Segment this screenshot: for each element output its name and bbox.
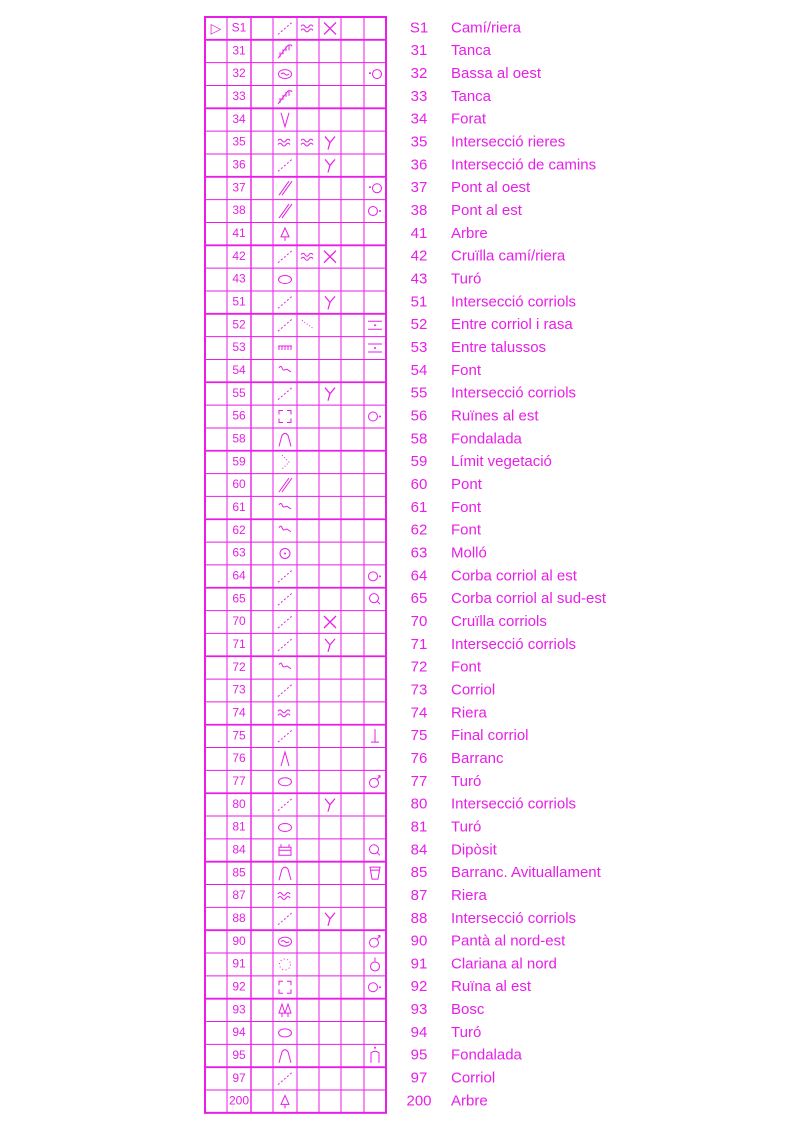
fence-icon <box>278 45 292 58</box>
list-item <box>411 1070 496 1087</box>
list-item-desc: Font <box>451 521 482 539</box>
list-item-desc: Camí/riera <box>451 19 522 37</box>
pond-water-icon <box>281 941 289 943</box>
tank-icon <box>279 844 291 855</box>
list-item-desc: Pont <box>451 475 482 493</box>
east-direction-icon <box>369 572 378 581</box>
table-row-code: 31 <box>232 43 246 58</box>
table-row-code: 64 <box>232 568 246 583</box>
direction-tick-icon <box>377 601 380 604</box>
junction-icon <box>325 639 335 652</box>
list-item-code: 90 <box>410 932 428 950</box>
list-item-code: 84 <box>410 841 428 859</box>
list-item-code: 58 <box>410 430 428 448</box>
table-row-code: 63 <box>232 545 246 560</box>
path-icon <box>278 616 292 628</box>
list-item-code: 95 <box>410 1046 428 1064</box>
list-item-code: 72 <box>410 658 428 676</box>
clearing-icon <box>280 959 291 970</box>
list-item <box>411 750 504 767</box>
knoll-icon <box>279 823 292 831</box>
table-row-code: 81 <box>232 819 246 834</box>
direction-tick-icon <box>377 936 380 940</box>
list-item-desc: Turó <box>451 772 482 790</box>
list-item-desc: Corba corriol al sud-est <box>451 590 607 608</box>
bridge-icon <box>279 181 292 195</box>
table-row-code: 38 <box>232 203 246 218</box>
list-item <box>411 179 531 196</box>
list-item-code: 60 <box>410 475 428 493</box>
list-item <box>411 134 566 151</box>
list-item <box>411 636 576 653</box>
table-row-code: 95 <box>232 1047 246 1062</box>
list-item-desc: Forat <box>451 110 487 128</box>
table-row-code: 73 <box>232 682 246 697</box>
list-item <box>411 385 576 402</box>
list-item-desc: Barranc. Avituallament <box>451 864 601 882</box>
dotted-path-icon <box>302 320 314 329</box>
path-icon <box>278 799 292 811</box>
list-item-desc: Tanca <box>451 42 492 60</box>
list-item <box>411 727 529 744</box>
direction-dot-icon <box>369 72 371 74</box>
list-item-code: 64 <box>410 567 428 585</box>
list-item-code: 36 <box>410 156 428 174</box>
list-item-desc: Entre corriol i rasa <box>451 316 573 334</box>
direction-tick-icon <box>377 852 380 855</box>
list-item-desc: Intersecció corriols <box>451 293 577 311</box>
list-item <box>411 476 483 493</box>
list-item-desc: Molló <box>451 544 487 562</box>
list-item-desc: Intersecció corriols <box>451 635 577 653</box>
list-item-code: 88 <box>410 909 428 927</box>
list-item <box>411 156 596 173</box>
direction-dot-icon <box>369 186 371 188</box>
vegetation-boundary-icon <box>282 455 289 469</box>
list-item <box>411 796 576 813</box>
list-item-code: 52 <box>410 316 428 334</box>
list-item-code: 74 <box>410 704 428 722</box>
list-item <box>411 339 546 356</box>
table-row-code: 77 <box>232 773 246 788</box>
path-icon <box>278 684 292 696</box>
list-item <box>411 88 492 105</box>
table-row-code: 91 <box>232 956 246 971</box>
list-item-code: 61 <box>410 498 428 516</box>
description-grid <box>205 17 386 1113</box>
list-item-code: 75 <box>410 727 428 745</box>
depression-icon <box>279 1050 291 1063</box>
between-dot-icon <box>374 324 376 326</box>
table-row-code: 42 <box>232 248 246 263</box>
table-row-code: 88 <box>232 910 246 925</box>
list-item-code: 32 <box>410 65 428 83</box>
junction-icon <box>325 388 335 401</box>
junction-icon <box>325 799 335 812</box>
spring-icon <box>279 503 291 509</box>
list-item-code: 71 <box>410 635 428 653</box>
knoll-icon <box>279 778 292 786</box>
list-item <box>411 773 482 790</box>
east-direction-icon <box>369 983 378 992</box>
list-item <box>411 65 542 82</box>
table-row-code: 71 <box>232 636 246 651</box>
tree-icon <box>281 228 289 241</box>
table-row-code: 51 <box>232 294 246 309</box>
crossing-icon <box>324 251 336 263</box>
list-item-code: 41 <box>410 224 428 242</box>
list-item-desc: Fondalada <box>451 1046 522 1064</box>
list-item-code: 31 <box>410 42 428 60</box>
refreshment-cup-icon <box>370 867 380 879</box>
junction-icon <box>325 913 335 926</box>
list-item-desc: Entre talussos <box>451 339 547 357</box>
list-item <box>411 864 602 881</box>
list-item-code: 34 <box>410 110 428 128</box>
table-row-code: 85 <box>232 865 246 880</box>
path-icon <box>278 913 292 925</box>
list-item <box>411 407 540 424</box>
list-item-code: 43 <box>410 270 428 288</box>
list-item-code: 63 <box>410 544 428 562</box>
depression-icon <box>279 433 291 446</box>
gully-icon <box>281 752 289 766</box>
table-row-code: 97 <box>232 1070 246 1085</box>
list-item-desc: Font <box>451 361 482 379</box>
spring-icon <box>279 526 291 532</box>
list-item <box>411 704 488 721</box>
list-item-desc: Intersecció corriols <box>451 384 577 402</box>
list-item-code: 65 <box>410 590 428 608</box>
ruin-icon <box>279 411 291 423</box>
bridge-icon <box>279 204 292 218</box>
list-item <box>411 613 547 630</box>
banks-icon <box>278 346 292 350</box>
list-item-desc: Riera <box>451 704 487 722</box>
list-item-desc: Arbre <box>451 1092 488 1110</box>
table-row-code: 84 <box>232 842 246 857</box>
list-item <box>411 522 482 539</box>
list-item-code: 35 <box>410 133 428 151</box>
table-row-code: 62 <box>232 522 246 537</box>
list-item-code: 77 <box>410 772 428 790</box>
list-item-code: 54 <box>410 361 428 379</box>
pit-icon <box>281 113 289 127</box>
spring-icon <box>279 366 291 372</box>
list-item-code: 80 <box>410 795 428 813</box>
table-row-code: 76 <box>232 751 246 766</box>
west-direction-icon <box>373 70 382 79</box>
list-item-code: S1 <box>409 19 429 37</box>
path-icon <box>278 1073 292 1085</box>
table-row-code: 94 <box>232 1025 246 1040</box>
stream-icon <box>278 892 290 899</box>
list-item <box>411 978 532 995</box>
table-row-code: 200 <box>228 1093 250 1108</box>
stream-icon <box>301 25 313 32</box>
list-item-desc: Bosc <box>451 1001 485 1019</box>
table-row-code: 60 <box>232 477 246 492</box>
list-item <box>411 887 488 904</box>
depression-icon <box>279 867 291 880</box>
list-item-desc: Intersecció de camins <box>451 156 597 174</box>
table-row-code: 53 <box>232 340 246 355</box>
list-item-code: 200 <box>406 1092 432 1110</box>
list-item-desc: Turó <box>451 270 482 288</box>
list-item-desc: Corriol <box>451 1069 496 1087</box>
table-row-code: 32 <box>232 66 246 81</box>
list-item-desc: Intersecció corriols <box>451 795 577 813</box>
path-icon <box>278 319 292 331</box>
list-item <box>411 42 492 59</box>
description-list <box>406 19 606 1109</box>
path-icon <box>278 593 292 605</box>
list-item <box>411 362 482 379</box>
table-row-code: 43 <box>232 271 246 286</box>
list-item-desc: Corriol <box>451 681 496 699</box>
list-item-desc: Ruïnes al est <box>451 407 539 425</box>
list-item-desc: Cruïlla corriols <box>451 612 547 630</box>
path-icon <box>278 570 292 582</box>
table-row-code: 52 <box>232 317 246 332</box>
table-row-code: 59 <box>232 454 246 469</box>
top-marker-dot-icon <box>374 1047 376 1049</box>
direction-dot-icon <box>379 416 381 418</box>
list-item <box>411 430 523 447</box>
table-row-code: 33 <box>232 89 246 104</box>
table-row-code: 72 <box>232 659 246 674</box>
path-icon <box>278 388 292 400</box>
table-row-code: 87 <box>232 888 246 903</box>
list-item-code: 76 <box>410 749 428 767</box>
pond-water-icon <box>281 73 289 75</box>
list-item-desc: Corba corriol al est <box>451 567 577 585</box>
spring-icon <box>279 663 291 669</box>
list-item <box>411 1024 482 1041</box>
list-item-code: 92 <box>410 978 428 996</box>
list-item <box>411 544 487 561</box>
table-row-code: 65 <box>232 591 246 606</box>
path-icon <box>278 159 292 171</box>
list-item <box>411 293 576 310</box>
east-direction-icon <box>369 207 378 216</box>
list-item <box>411 248 566 265</box>
list-item <box>406 1092 487 1109</box>
list-item-desc: Riera <box>451 886 487 904</box>
stream-icon <box>278 710 290 717</box>
list-item <box>411 316 574 333</box>
list-item-desc: Turó <box>451 818 482 836</box>
list-item <box>411 841 498 858</box>
list-item-code: 42 <box>410 247 428 265</box>
list-item <box>411 1047 523 1064</box>
list-item <box>411 1001 485 1018</box>
list-item-desc: Clariana al nord <box>451 955 557 973</box>
list-item-desc: Pantà al nord-est <box>451 932 566 950</box>
list-item-desc: Pont al oest <box>451 179 531 197</box>
list-item-code: 91 <box>410 955 428 973</box>
list-item <box>411 681 496 698</box>
tree-icon <box>281 1095 289 1108</box>
table-row-code: 37 <box>232 180 246 195</box>
bridge-icon <box>279 478 292 492</box>
list-item-code: 94 <box>410 1023 428 1041</box>
table-row-code: 93 <box>232 1002 246 1017</box>
crossing-icon <box>324 616 336 628</box>
list-item <box>411 453 552 470</box>
list-item-desc: Ruïna al est <box>451 978 532 996</box>
junction-icon <box>325 296 335 309</box>
west-direction-icon <box>373 184 382 193</box>
top-marker-icon <box>371 1051 379 1063</box>
direction-dot-icon <box>379 986 381 988</box>
end-icon <box>371 729 379 742</box>
list-item-desc: Bassa al oest <box>451 65 542 83</box>
junction-icon <box>325 159 335 172</box>
list-item-code: 87 <box>410 886 428 904</box>
table-row-code: 56 <box>232 408 246 423</box>
list-item-desc: Barranc <box>451 749 504 767</box>
cairn-dot-icon <box>284 553 286 555</box>
list-item-code: 81 <box>410 818 428 836</box>
list-item-code: 85 <box>410 864 428 882</box>
list-item-desc: Fondalada <box>451 430 522 448</box>
list-item <box>411 271 482 288</box>
list-item-code: 62 <box>410 521 428 539</box>
list-item <box>411 955 557 972</box>
table-row-code: 55 <box>232 385 246 400</box>
table-row-code: 90 <box>232 933 246 948</box>
table-row-code: 36 <box>232 157 246 172</box>
list-item <box>411 225 488 242</box>
table-row-code: 80 <box>232 796 246 811</box>
list-item-desc: Font <box>451 658 482 676</box>
list-item-code: 38 <box>410 202 428 220</box>
list-item-code: 70 <box>410 612 428 630</box>
list-item-code: 33 <box>410 87 428 105</box>
table-row-code: 70 <box>232 614 246 629</box>
table-row-code: 61 <box>232 500 246 515</box>
direction-dot-icon <box>379 210 381 212</box>
list-item <box>411 659 482 676</box>
direction-dot-icon <box>379 575 381 577</box>
list-item-desc: Final corriol <box>451 727 529 745</box>
north-direction-icon <box>371 962 380 971</box>
fence-icon <box>278 91 292 104</box>
table-row-code: 54 <box>232 363 246 378</box>
list-item-code: 53 <box>410 339 428 357</box>
list-item-desc: Intersecció rieres <box>451 133 566 151</box>
direction-tick-icon <box>377 776 380 780</box>
list-item-code: 97 <box>410 1069 428 1087</box>
list-item-code: 59 <box>410 453 428 471</box>
list-item-code: 55 <box>410 384 428 402</box>
list-item-code: 73 <box>410 681 428 699</box>
list-item-desc: Intersecció corriols <box>451 909 577 927</box>
forest-icon <box>279 1004 291 1017</box>
table-row-code: 34 <box>232 111 246 126</box>
list-item-desc: Dipòsit <box>451 841 497 859</box>
list-item-code: 93 <box>410 1001 428 1019</box>
ruin-icon <box>279 981 291 993</box>
table-row-code: 74 <box>232 705 246 720</box>
table-row-code: 92 <box>232 979 246 994</box>
list-item-code: 56 <box>410 407 428 425</box>
header-code: S1 <box>231 20 247 35</box>
list-item <box>411 818 482 835</box>
table-row-code: 35 <box>232 134 246 149</box>
list-item <box>411 499 482 516</box>
list-item <box>411 590 607 607</box>
list-item-code: 51 <box>410 293 428 311</box>
path-icon <box>278 251 292 263</box>
path-icon <box>278 22 292 34</box>
list-item <box>411 567 578 584</box>
start-triangle-icon: ▷ <box>210 20 222 37</box>
list-item <box>411 202 523 219</box>
list-item-desc: Arbre <box>451 224 488 242</box>
path-icon <box>278 296 292 308</box>
list-item-desc: Cruïlla camí/riera <box>451 247 566 265</box>
east-direction-icon <box>369 412 378 421</box>
knoll-icon <box>279 1029 292 1037</box>
stream-icon <box>278 139 290 146</box>
list-item-desc: Tanca <box>451 87 492 105</box>
list-item-code: 37 <box>410 179 428 197</box>
table-row-code: 75 <box>232 728 246 743</box>
path-icon <box>278 730 292 742</box>
list-item-desc: Límit vegetació <box>451 453 552 471</box>
stream-icon <box>301 253 313 260</box>
table-row-code: 41 <box>232 226 246 241</box>
between-dot-icon <box>374 347 376 349</box>
list-item <box>411 933 566 950</box>
knoll-icon <box>279 276 292 284</box>
list-item-desc: Pont al est <box>451 202 522 220</box>
stream-icon <box>301 139 313 146</box>
list-item <box>411 111 487 128</box>
path-icon <box>278 639 292 651</box>
junction-icon <box>325 137 335 150</box>
crossing-icon <box>324 22 336 34</box>
list-item-desc: Font <box>451 498 482 516</box>
list-item-desc: Turó <box>451 1023 482 1041</box>
list-item <box>411 910 576 927</box>
table-row-code: 58 <box>232 431 246 446</box>
